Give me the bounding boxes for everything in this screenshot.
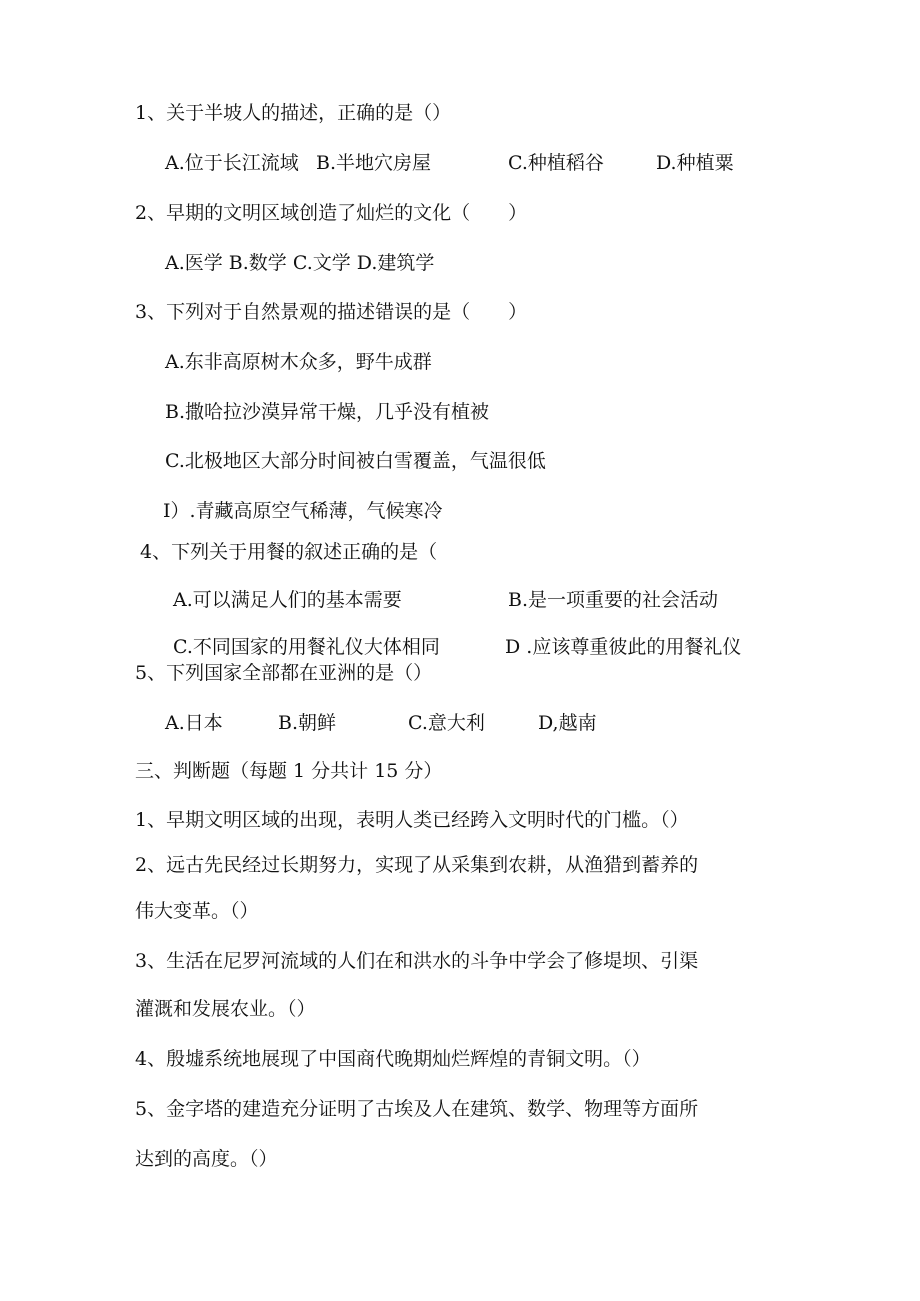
question-5-stem: 5、下列国家全部都在亚洲的是（） — [135, 662, 433, 684]
judgment-item-2-line-2: 伟大变革。（） — [135, 900, 259, 922]
question-2-options: A.医学 B.数学 C.文学 D.建筑学 — [165, 252, 435, 274]
question-5-option-c: C.意大利 — [408, 712, 485, 734]
question-4-option-d: D .应该尊重彼此的用餐礼仪 — [505, 636, 742, 658]
judgment-item-2-line-1: 2、远古先民经过长期努力，实现了从采集到农耕，从渔猎到蓄养的 — [135, 854, 699, 876]
question-3-stem: 3、下列对于自然景观的描述错误的是（ ） — [135, 301, 528, 323]
question-5-option-a: A.日本 — [165, 712, 223, 734]
question-1-option-d: D.种植粟 — [656, 152, 734, 174]
question-1-option-a: A.位于长江流域 — [165, 152, 299, 174]
judgment-item-5-line-2: 达到的高度。（） — [135, 1148, 278, 1170]
section-heading: 三、判断题（每题 1 分共计 15 分） — [135, 760, 443, 782]
question-1-stem: 1、关于半坡人的描述，正确的是（） — [135, 102, 452, 124]
question-3-option-d: I）.青藏高原空气稀薄，气候寒冷 — [163, 500, 443, 522]
judgment-item-5-line-1: 5、金字塔的建造充分证明了古埃及人在建筑、数学、物理等方面所 — [135, 1098, 699, 1120]
question-2-stem: 2、早期的文明区域创造了灿烂的文化（ ） — [135, 202, 528, 224]
question-1-option-c: C.种植稻谷 — [508, 152, 604, 174]
question-3-option-b: B.撒哈拉沙漠异常干燥，几乎没有植被 — [165, 401, 490, 423]
question-1-option-b: B.半地穴房屋 — [316, 152, 432, 174]
question-5-option-d: D,越南 — [538, 712, 597, 734]
judgment-item-4: 4、殷墟系统地展现了中国商代晚期灿烂辉煌的青铜文明。（） — [135, 1048, 651, 1070]
judgment-item-3-line-2: 灌溉和发展农业。（） — [135, 998, 316, 1020]
question-4-option-a: A.可以满足人们的基本需要 — [173, 589, 402, 611]
question-4-stem: 4、下列关于用餐的叙述正确的是（ — [140, 541, 438, 563]
question-5-option-b: B.朝鲜 — [278, 712, 337, 734]
judgment-item-1: 1、早期文明区域的出现，表明人类已经跨入文明时代的门槛。（） — [135, 809, 689, 831]
judgment-item-3-line-1: 3、生活在尼罗河流域的人们在和洪水的斗争中学会了修堤坝、引渠 — [135, 950, 699, 972]
question-4-option-c: C.不同国家的用餐礼仪大体相同 — [173, 636, 440, 658]
question-3-option-c: C.北极地区大部分时间被白雪覆盖，气温很低 — [165, 450, 546, 472]
question-3-option-a: A.东非高原树木众多，野牛成群 — [165, 351, 432, 373]
question-4-option-b: B.是一项重要的社会活动 — [508, 589, 719, 611]
